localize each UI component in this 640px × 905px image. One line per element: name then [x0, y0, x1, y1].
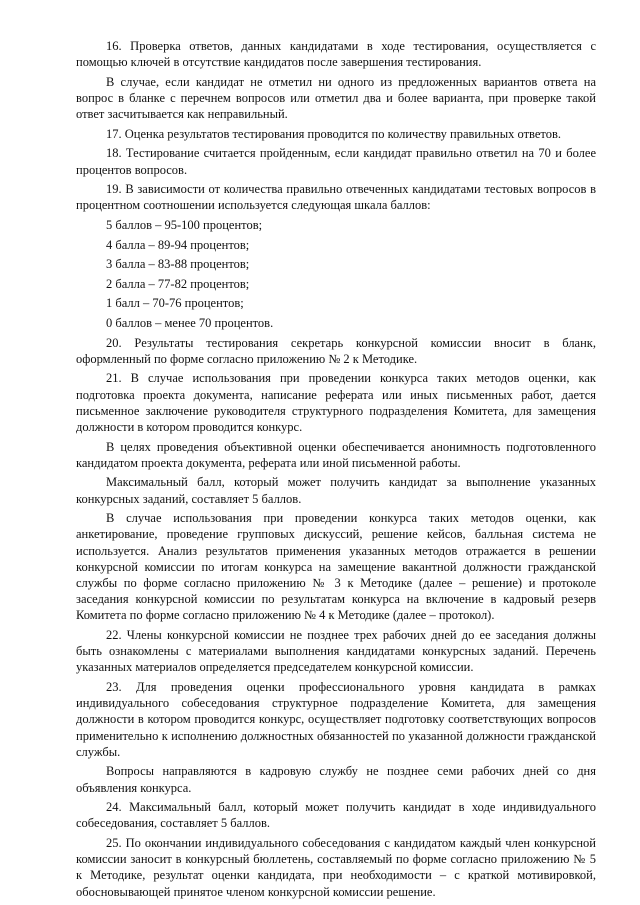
paragraph-25: 25. По окончании индивидуального собеседования с кандидатом каждый член конкурсной комиссии заносит в конкурсный бюллетень, составляемый по форме согласно приложению № 5 к Методике, результат оценки кандидата, при необходимости – с краткой мотивировкой, обосновывающей принятое членом конкурсной комиссии решение. [76, 835, 596, 899]
paragraph-23-questions: Вопросы направляются в кадровую службу не позднее семи рабочих дней со дня объявления конкурса. [76, 764, 596, 795]
paragraph-23: 23. Для проведения оценки профессионального уровня кандидата в рамках индивидуального собеседования структурное подразделение Комитета, для замещения должности в котором проводится конкурс, осуществляет подготовку соответствующих вопросов применительно к исполнению должностных обязанностей по указанной должности гражданской службы. [76, 679, 596, 759]
paragraph-19: 19. В зависимости от количества правильно отвеченных кандидатами тестовых вопросов в процентном соотношении используется следующая шкала баллов: [76, 182, 596, 213]
paragraph-16-continued: В случае, если кандидат не отметил ни одного из предложенных вариантов ответа на вопрос в бланке с перечнем вопросов или отметил два и более варианта, при проверке такой ответ засчитывается как неправильный. [76, 74, 596, 122]
score-scale-list [76, 217, 596, 331]
paragraph-21-other-methods: В случае использования при проведении конкурса таких методов оценки, как анкетирование, проведение групповых дискуссий, решение кейсов, балльная система не используется. Анализ результатов применения указанных методов отражается в решении конкурсной комиссии по итогам конкурса на замещение вакантной должности гражданской службы по форме согласно приложению № 3 к Методике (далее – решение) и протоколе заседания конкурсной комиссии по результатам конкурса на включение в кадровый резерв Комитета по форме согласно приложению № 4 к Методике (далее – протокол). [76, 511, 596, 623]
paragraph-21: 21. В случае использования при проведении конкурса таких методов оценки, как подготовка проекта документа, написание реферата или иных письменных работ, дается письменное заключение руководителя структурного подразделения Комитета, для замещения должности в котором проводится конкурс. [76, 371, 596, 434]
paragraph-16: 16. Проверка ответов, данных кандидатами в ходе тестирования, осуществляется с помощью ключей в отсутствие кандидатов после завершения тестирования. [76, 39, 596, 70]
scale-item-4: 4 балла – 89-94 процентов; [106, 237, 250, 252]
scale-item-0: 0 баллов – менее 70 процентов. [106, 315, 274, 330]
scale-item-5: 5 баллов – 95-100 процентов; [106, 217, 263, 232]
paragraph-21-max-score: Максимальный балл, который может получить кандидат за выполнение указанных конкурсных заданий, составляет 5 баллов. [76, 475, 596, 506]
paragraph-18: 18. Тестирование считается пройденным, если кандидат правильно ответил на 70 и более процентов вопросов. [76, 146, 596, 177]
paragraph-21-anonymity: В целях проведения объективной оценки обеспечивается анонимность подготовленного кандидатом проекта документа, реферата или иной письменной работы. [76, 439, 596, 470]
scale-item-1: 1 балл – 70-76 процентов; [106, 296, 244, 311]
paragraph-20: 20. Результаты тестирования секретарь конкурсной комиссии вносит в бланк, оформленный по форме согласно приложению № 2 к Методике. [76, 335, 596, 366]
scale-item-3: 3 балла – 83-88 процентов; [106, 257, 250, 272]
paragraph-17: 17. Оценка результатов тестирования проводится по количеству правильных ответов. [106, 126, 562, 141]
paragraph-22: 22. Члены конкурсной комиссии не позднее трех рабочих дней до ее заседания должны быть ознакомлены с материалами выполнения кандидатами конкурсных заданий. Перечень указанных материалов определяется председателем конкурсной комиссии. [76, 627, 596, 675]
document-body [76, 38, 596, 903]
paragraph-24: 24. Максимальный балл, который может получить кандидат в ходе индивидуального собеседования, составляет 5 баллов. [76, 800, 596, 831]
scale-item-2: 2 балла – 77-82 процентов; [106, 276, 250, 291]
